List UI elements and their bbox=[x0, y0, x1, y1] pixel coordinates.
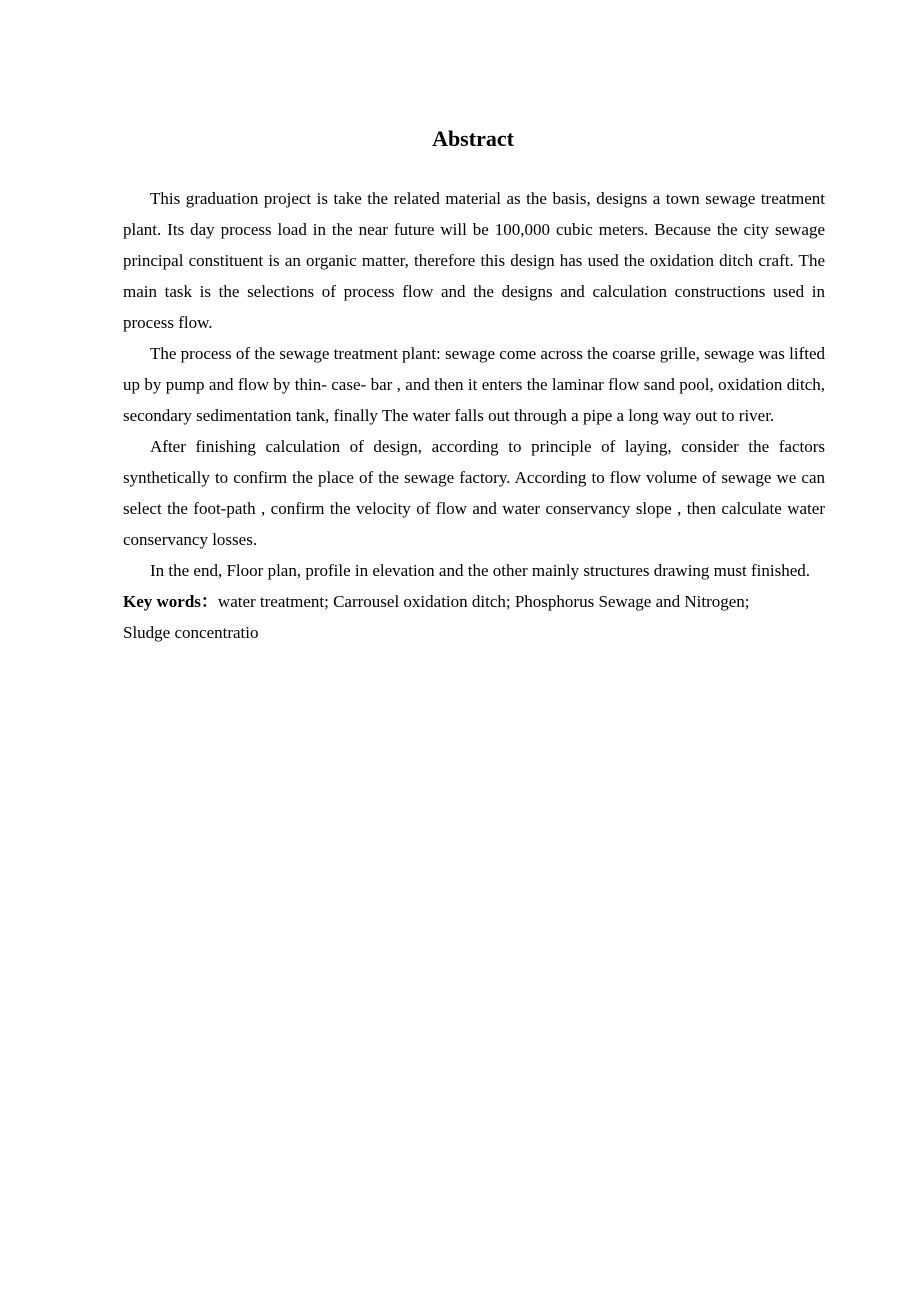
abstract-paragraph-3: After finishing calculation of design, according to principle of laying, consider the factors synthetically to confirm the place of the sewage factory. According to flow volume of sewage we can select the foot-path , confirm the velocity of flow and water conservancy slope , then calculate water conservancy losses. bbox=[123, 437, 825, 549]
keywords-label: Key words： bbox=[123, 592, 218, 611]
page-title: Abstract bbox=[432, 126, 514, 151]
keywords-list: water treatment; Carrousel oxidation ditch; Phosphorus Sewage and Nitrogen; bbox=[217, 592, 750, 611]
keywords-line bbox=[123, 586, 825, 617]
abstract-paragraph-4: In the end, Floor plan, profile in elevation and the other mainly structures drawing must finished. bbox=[150, 561, 811, 580]
abstract-body bbox=[123, 183, 825, 648]
keywords-continuation: Sludge concentratio bbox=[123, 623, 259, 642]
abstract-paragraph-1: This graduation project is take the related material as the basis, designs a town sewage treatment plant. Its day process load in the near future will be 100,000 cubic meters. Because the city sewage principal constituent is an organic matter, therefore this design has used the oxidation ditch craft. The main task is the selections of process flow and the designs and calculation constructions used in process flow. bbox=[123, 189, 825, 332]
abstract-paragraph-2: The process of the sewage treatment plant: sewage come across the coarse grille, sewage was lifted up by pump and flow by thin- case- bar , and then it enters the laminar flow sand pool, oxidation ditch, secondary sedimentation tank, finally The water falls out through a pipe a long way out to river. bbox=[123, 344, 826, 425]
